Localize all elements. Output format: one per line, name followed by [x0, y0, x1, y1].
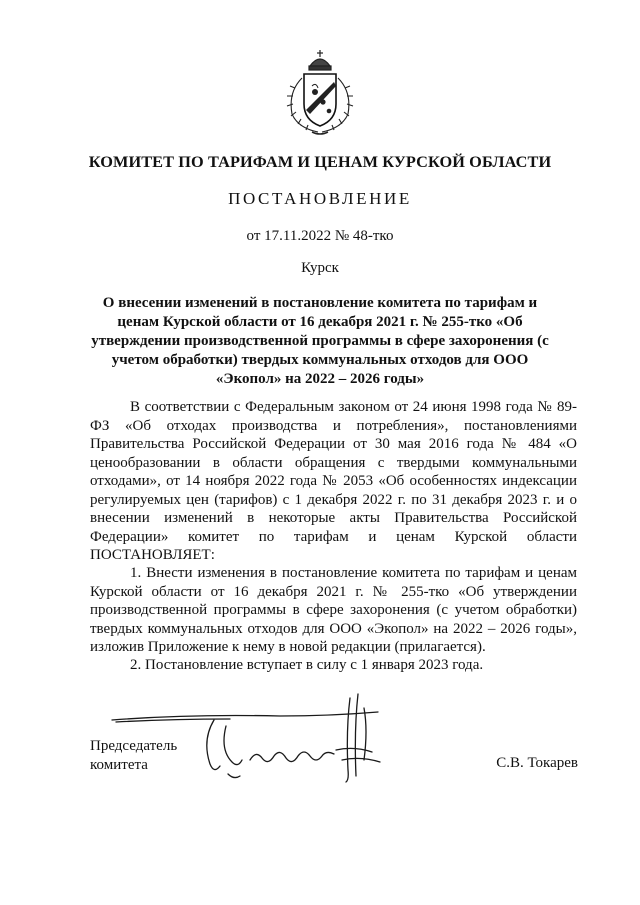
- document-type: ПОСТАНОВЛЕНИЕ: [228, 189, 412, 208]
- signatory-title-line-1: Председатель: [90, 738, 178, 754]
- document-number: от 17.11.2022 № 48-тко: [246, 228, 394, 244]
- preamble-paragraph: В соответствии с Федеральным законом от 24 июня 1998 года № 89-ФЗ «Об отходах производства и потребления», постановлениями Правительства Российской Федерации от 30 мая 2016 года № 484 «О ценообразовании в области обращения с твердыми коммунальными отходами», от 14 ноября 2022 года № 2053 «Об особенностях индексации регулируемых цен (тарифов) с 1 декабря 2022 г. по 31 декабря 2023 г. и о внесении изменений в некоторые акты Правительства Российской Федерации» комитет по тарифам и ценам Курской области ПОСТАНОВЛЯЕТ:: [90, 399, 577, 563]
- coat-of-arms-icon: [282, 48, 358, 136]
- document-subject: О внесении изменений в постановление комитета по тарифам и ценам Курской области от 16 декабря 2021 г. № 255-тко «Об утверждении производственной программы в сфере захоронения (с учетом обработки) твердых коммунальных отходов для ООО «Экопол» на 2022 – 2026 годы»: [91, 295, 549, 387]
- signatory-name: С.В. Токарев: [496, 755, 578, 771]
- organization-title: КОМИТЕТ ПО ТАРИФАМ И ЦЕНАМ КУРСКОЙ ОБЛАСТИ: [88, 152, 552, 171]
- document-city: Курск: [301, 260, 339, 276]
- item-2-paragraph: 2. Постановление вступает в силу с 1 января 2023 года.: [130, 657, 484, 673]
- crown-icon: [309, 50, 331, 70]
- item-1-block: [90, 564, 577, 657]
- signatory-title: [90, 737, 177, 774]
- item-1-paragraph: 1. Внести изменения в постановление комитета по тарифам и ценам Курской области от 16 декабря 2021 г. № 255-тко «Об утверждении производственной программы в сфере захоронения (с учетом обработки) твердых коммунальных отходов для ООО «Экопол» на 2022 – 2026 годы», изложив Приложение к нему в новой редакции (прилагается).: [90, 565, 577, 655]
- shield-icon: [304, 74, 336, 126]
- preamble-block: [90, 398, 577, 565]
- signatory-title-line-2: комитета: [90, 756, 148, 773]
- item-2-block: [90, 656, 577, 675]
